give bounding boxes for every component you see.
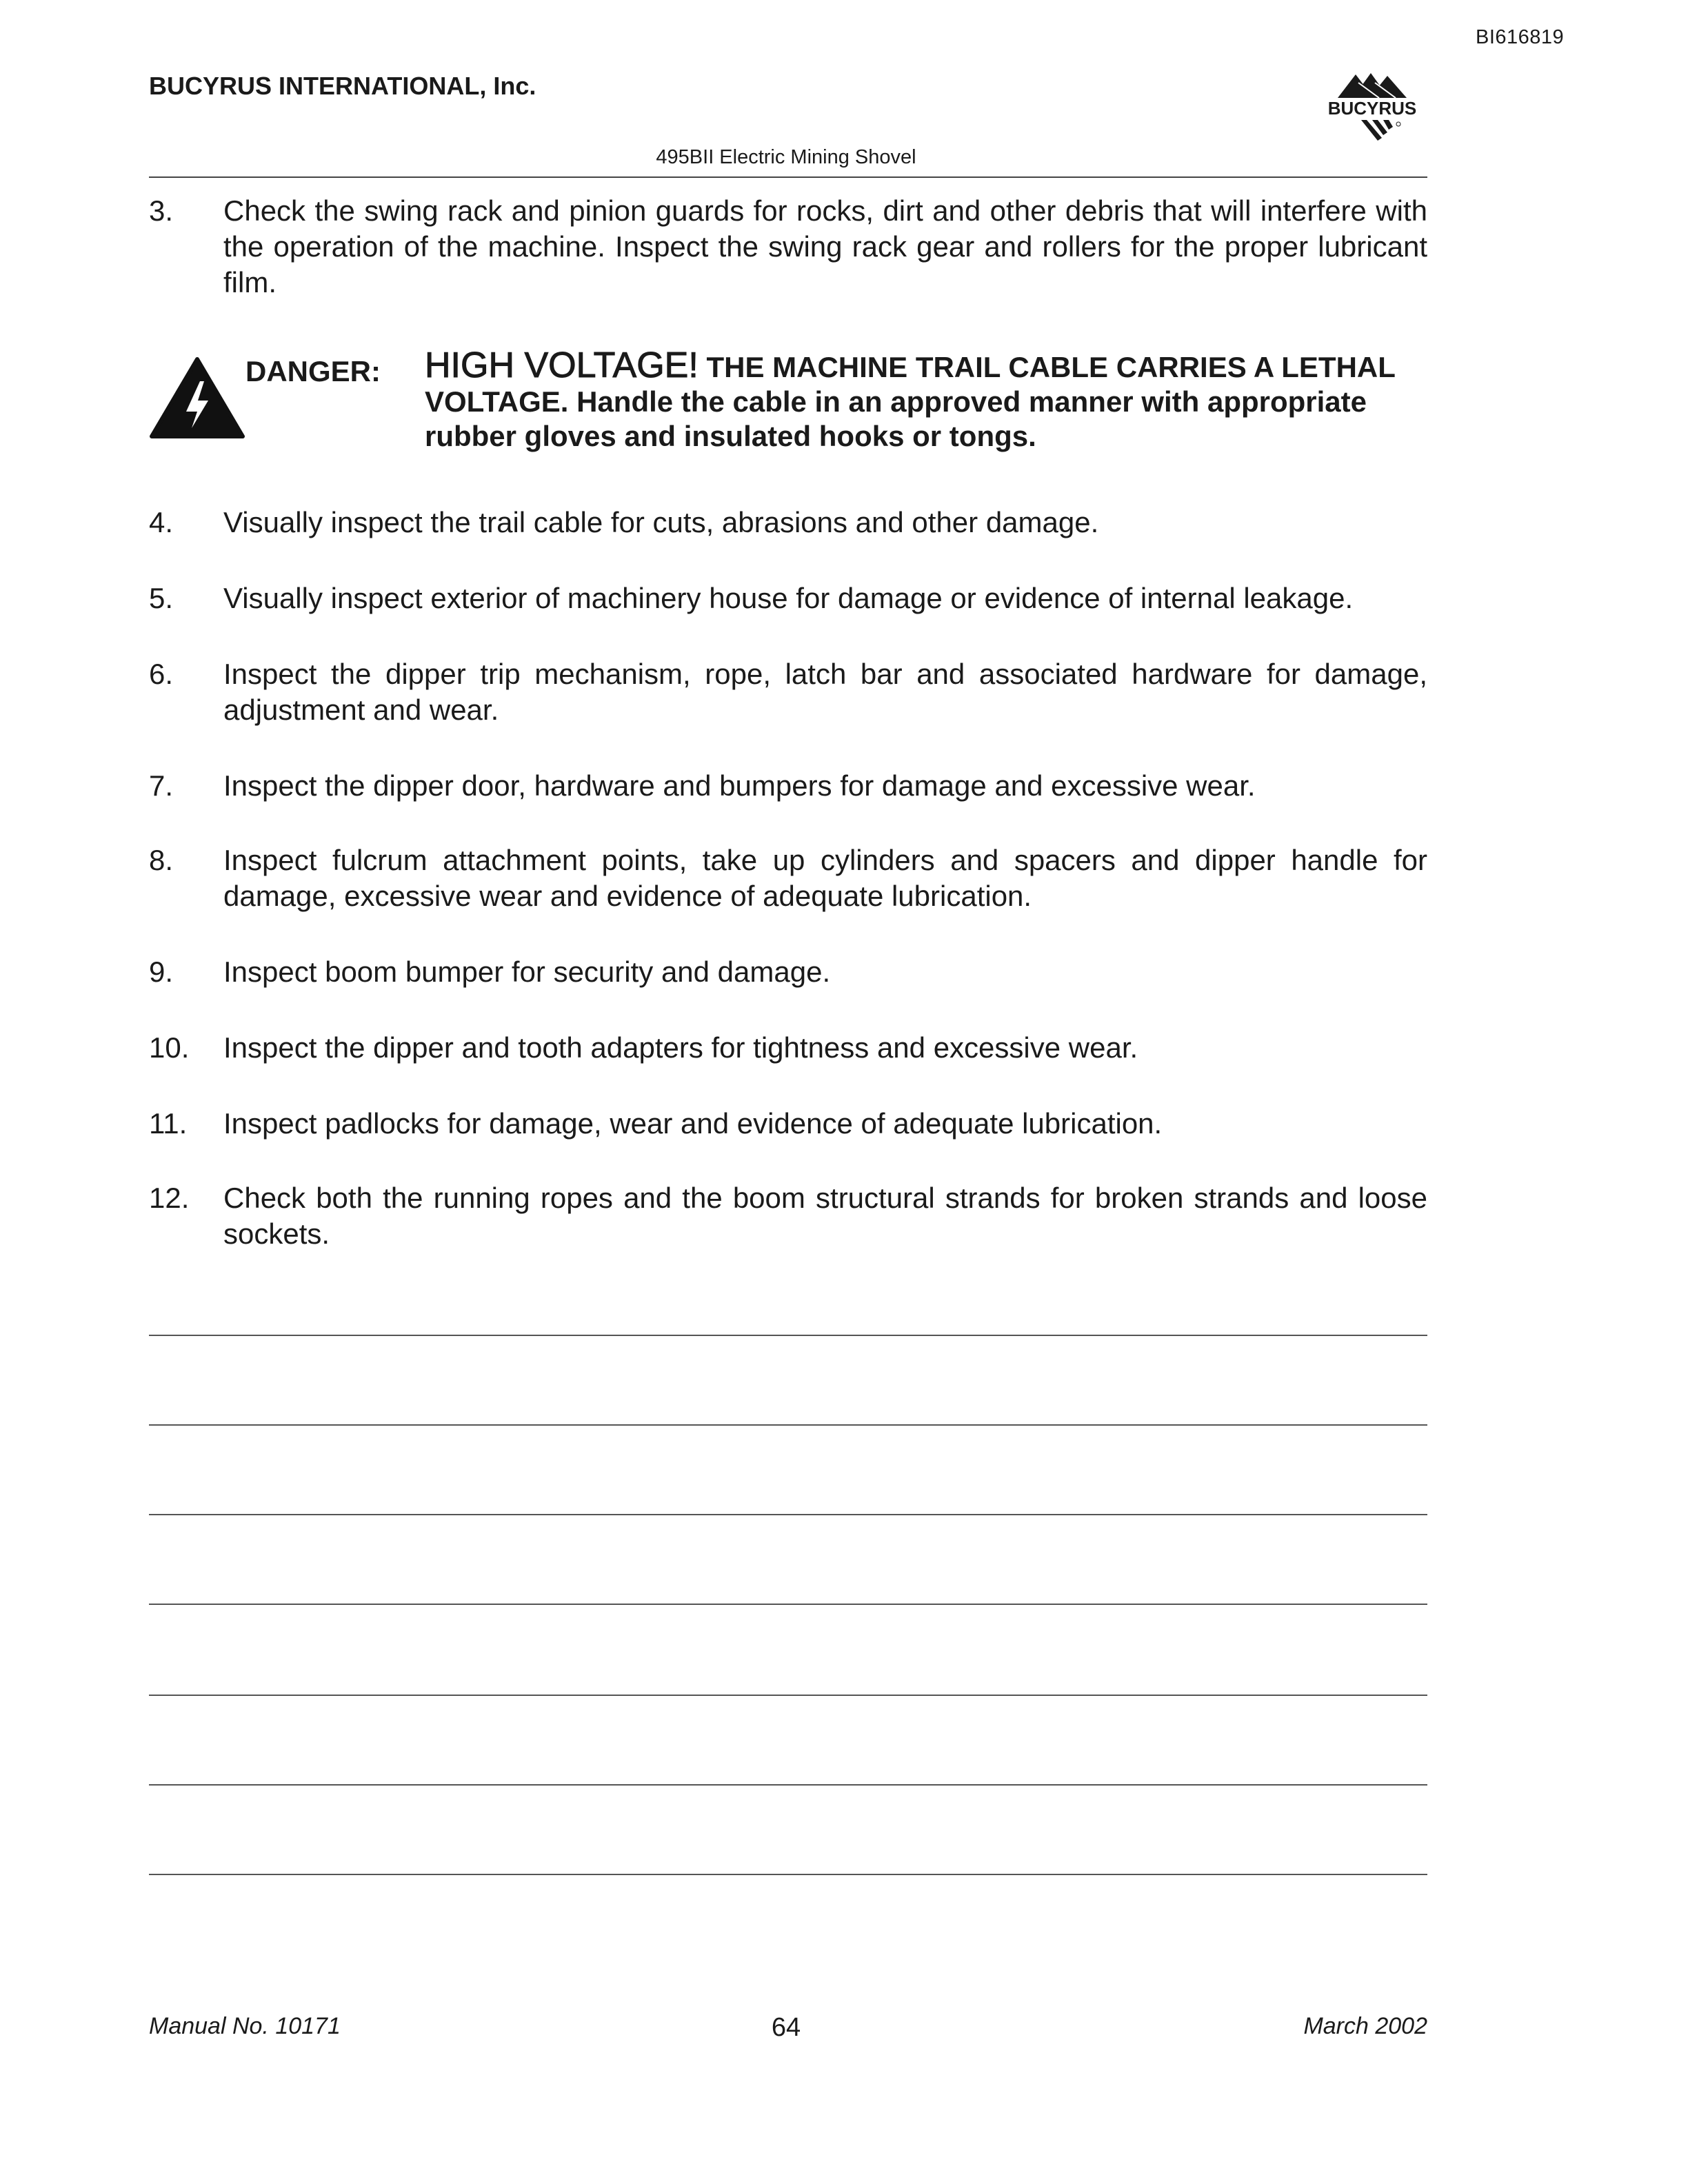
danger-label: DANGER:: [245, 355, 381, 387]
danger-headline: HIGH VOLTAGE!: [425, 345, 699, 385]
notes-line: [149, 1604, 1427, 1605]
item-number: 10.: [149, 1031, 190, 1064]
notes-line: [149, 1784, 1427, 1786]
notes-line: [149, 1695, 1427, 1696]
model-title: 495BII Electric Mining Shovel: [656, 146, 916, 168]
item-number: 9.: [149, 956, 174, 988]
list-item: [149, 1180, 1427, 1252]
item-number: 5.: [149, 582, 174, 614]
list-item: [149, 656, 1427, 728]
header-divider: [149, 176, 1427, 178]
notes-line: [149, 1874, 1427, 1875]
item-text: Check both the running ropes and the boom structural strands for broken strands and loose sockets.: [223, 1182, 1427, 1250]
item-text: Visually inspect the trail cable for cuts, abrasions and other damage.: [223, 506, 1099, 538]
notes-line: [149, 1514, 1427, 1515]
item-text: Inspect the dipper and tooth adapters for tightness and excessive wear.: [223, 1031, 1138, 1064]
list-item: [149, 580, 1427, 616]
item-text: Inspect the dipper door, hardware and bumpers for damage and excessive wear.: [223, 769, 1256, 802]
item-number: 11.: [149, 1107, 188, 1140]
page-number: 64: [771, 2013, 801, 2042]
item-number: 3.: [149, 194, 174, 227]
item-number: 8.: [149, 844, 174, 876]
svg-text:BUCYRUS: BUCYRUS: [1327, 98, 1417, 119]
item-text: Inspect the dipper trip mechanism, rope, latch bar and associated hardware for damage, adjustment and wear.: [223, 658, 1427, 726]
item-text: Check the swing rack and pinion guards for rocks, dirt and other debris that will interfere with the operation of the machine. Inspect the swing rack gear and rollers for the proper lubricant film.: [223, 194, 1427, 299]
notes-line: [149, 1424, 1427, 1426]
list-item: [149, 505, 1427, 540]
item-number: 6.: [149, 658, 174, 690]
list-item: [149, 842, 1427, 914]
electrical-hazard-icon: [149, 355, 245, 441]
list-item: [149, 954, 1427, 990]
manual-number: Manual No. 10171: [149, 2013, 341, 2039]
item-text: Inspect boom bumper for security and damage.: [223, 956, 831, 988]
item-text: Visually inspect exterior of machinery house for damage or evidence of internal leakage.: [223, 582, 1354, 614]
company-name: BUCYRUS INTERNATIONAL, Inc.: [149, 72, 536, 100]
notes-line: [149, 1335, 1427, 1336]
publication-date: March 2002: [1303, 2013, 1427, 2039]
danger-text: THE MACHINE TRAIL CABLE CARRIES A LETHAL VOLTAGE. Handle the cable in an approved manner with appropriate rubber gloves and insulated hooks or tongs.: [425, 351, 1396, 452]
item-text: Inspect padlocks for damage, wear and evidence of adequate lubrication.: [223, 1107, 1163, 1140]
item-number: 12.: [149, 1182, 190, 1214]
item-number: 7.: [149, 769, 174, 802]
list-item: [149, 193, 1427, 301]
danger-message: [425, 345, 1418, 454]
item-text: Inspect fulcrum attachment points, take up cylinders and spacers and dipper handle for damage, excessive wear and evidence of adequate lubrication.: [223, 844, 1427, 912]
bucyrus-logo: [1310, 69, 1434, 152]
danger-notice: [149, 345, 1427, 458]
item-number: 4.: [149, 506, 174, 538]
list-item: [149, 1030, 1427, 1066]
list-item: [149, 1106, 1427, 1142]
list-item: [149, 768, 1427, 804]
document-id: BI616819: [1476, 26, 1565, 48]
